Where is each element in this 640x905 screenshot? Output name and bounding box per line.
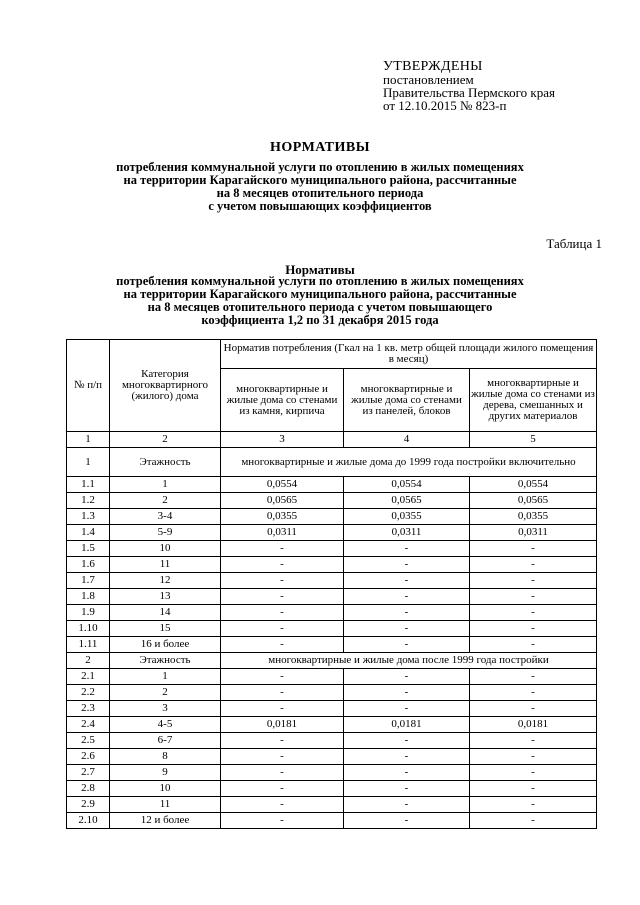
table-row [67, 573, 597, 589]
row-num: 2.5 [67, 733, 110, 749]
table-row [67, 557, 597, 573]
row-value-stone: - [221, 557, 344, 573]
table-row [67, 621, 597, 637]
row-value-wood: - [470, 733, 597, 749]
row-value-stone: 0,0565 [221, 493, 344, 509]
header-num: № п/п [67, 340, 110, 432]
row-value-panel: - [344, 605, 470, 621]
row-num: 2.4 [67, 717, 110, 733]
row-value-panel: - [344, 685, 470, 701]
header-panel: многоквартирные и жилые дома со стенами из панелей, блоков [344, 369, 470, 432]
row-floors: 1 [110, 669, 221, 685]
header-normative: Норматив потребления (Гкал на 1 кв. метр общей площади жилого помещения в месяц) [221, 340, 597, 369]
row-value-panel: - [344, 797, 470, 813]
row-value-stone: - [221, 749, 344, 765]
row-num: 1.9 [67, 605, 110, 621]
table-body [67, 340, 597, 829]
header-wood: многоквартирные и жилые дома со стенами из дерева, смешанных и других материалов [470, 369, 597, 432]
table-row [67, 749, 597, 765]
table-title: Нормативы [285, 262, 355, 277]
row-value-wood: - [470, 621, 597, 637]
table-row [67, 509, 597, 525]
approval-line: постановлением [383, 72, 474, 87]
section-title: многоквартирные и жилые дома до 1999 года постройки включительно [221, 448, 597, 477]
table-row [67, 541, 597, 557]
row-value-wood: 0,0554 [470, 477, 597, 493]
row-floors: 2 [110, 493, 221, 509]
column-number: 3 [221, 432, 344, 448]
row-num: 2.2 [67, 685, 110, 701]
row-value-panel: - [344, 781, 470, 797]
row-value-panel: 0,0355 [344, 509, 470, 525]
row-value-stone: 0,0311 [221, 525, 344, 541]
row-num: 1.3 [67, 509, 110, 525]
row-num: 2.10 [67, 813, 110, 829]
row-num: 1.7 [67, 573, 110, 589]
document-title: НОРМАТИВЫ [270, 140, 370, 155]
row-num: 2.8 [67, 781, 110, 797]
table-row [67, 605, 597, 621]
row-value-panel: - [344, 573, 470, 589]
row-value-wood: - [470, 637, 597, 653]
column-number-row [67, 432, 597, 448]
row-value-wood: 0,0311 [470, 525, 597, 541]
row-value-wood: 0,0355 [470, 509, 597, 525]
table-subtitle-line: на территории Карагайского муниципального района, рассчитанные [123, 287, 517, 301]
table-row [67, 685, 597, 701]
table-subtitle-line: коэффициента 1,2 по 31 декабря 2015 года [201, 313, 439, 327]
row-value-panel: - [344, 749, 470, 765]
row-floors: 3-4 [110, 509, 221, 525]
row-value-stone: 0,0554 [221, 477, 344, 493]
row-value-stone: - [221, 685, 344, 701]
row-floors: 3 [110, 701, 221, 717]
approval-date: от 12.10.2015 № 823-п [383, 98, 507, 113]
subtitle-line: на территории Карагайского муниципального района, рассчитанные [123, 173, 517, 187]
row-value-stone: - [221, 669, 344, 685]
normatives-table [66, 339, 597, 829]
row-floors: 10 [110, 541, 221, 557]
row-floors: 16 и более [110, 637, 221, 653]
row-value-panel: - [344, 669, 470, 685]
row-value-wood: - [470, 573, 597, 589]
row-value-wood: 0,0181 [470, 717, 597, 733]
row-value-wood: - [470, 701, 597, 717]
table-row [67, 781, 597, 797]
row-value-wood: 0,0565 [470, 493, 597, 509]
row-value-stone: 0,0181 [221, 717, 344, 733]
row-floors: 12 [110, 573, 221, 589]
row-value-panel: 0,0181 [344, 717, 470, 733]
row-value-wood: - [470, 557, 597, 573]
row-floors: 1 [110, 477, 221, 493]
row-floors: 11 [110, 557, 221, 573]
row-value-stone: - [221, 813, 344, 829]
table-row [67, 589, 597, 605]
row-num: 2.3 [67, 701, 110, 717]
row-floors: 12 и более [110, 813, 221, 829]
column-number: 5 [470, 432, 597, 448]
row-value-stone: - [221, 621, 344, 637]
row-num: 2.6 [67, 749, 110, 765]
row-value-stone: - [221, 781, 344, 797]
header-category: Категория многоквартирного (жилого) дома [110, 340, 221, 432]
subtitle-line: с учетом повышающих коэффициентов [208, 199, 432, 213]
column-number: 1 [67, 432, 110, 448]
section-title: многоквартирные и жилые дома после 1999 года постройки [221, 653, 597, 669]
row-value-panel: - [344, 733, 470, 749]
row-value-stone: - [221, 797, 344, 813]
row-num: 1.6 [67, 557, 110, 573]
table-row [67, 525, 597, 541]
column-number: 2 [110, 432, 221, 448]
row-value-panel: - [344, 557, 470, 573]
table-row [67, 477, 597, 493]
row-floors: 10 [110, 781, 221, 797]
table-row [67, 813, 597, 829]
row-value-wood: - [470, 605, 597, 621]
row-value-wood: - [470, 541, 597, 557]
row-num: 2.1 [67, 669, 110, 685]
row-value-stone: - [221, 541, 344, 557]
section-row [67, 653, 597, 669]
row-value-wood: - [470, 781, 597, 797]
table-row [67, 669, 597, 685]
row-value-stone: - [221, 589, 344, 605]
row-num: 1.10 [67, 621, 110, 637]
row-floors: 2 [110, 685, 221, 701]
row-value-panel: - [344, 589, 470, 605]
row-value-wood: - [470, 797, 597, 813]
row-floors: 4-5 [110, 717, 221, 733]
table-row [67, 717, 597, 733]
row-num: 1.5 [67, 541, 110, 557]
table-label: Таблица 1 [546, 236, 602, 251]
approval-block [383, 60, 555, 112]
table-subtitle-line: на 8 месяцев отопительного периода с учетом повышающего [147, 300, 493, 314]
table-row [67, 765, 597, 781]
row-value-stone: - [221, 733, 344, 749]
row-value-wood: - [470, 589, 597, 605]
row-value-stone: - [221, 573, 344, 589]
row-value-panel: 0,0311 [344, 525, 470, 541]
row-num: 1.4 [67, 525, 110, 541]
row-value-wood: - [470, 813, 597, 829]
section-num: 2 [67, 653, 110, 669]
column-number: 4 [344, 432, 470, 448]
row-value-panel: - [344, 765, 470, 781]
row-floors: 6-7 [110, 733, 221, 749]
row-value-wood: - [470, 765, 597, 781]
row-value-stone: - [221, 701, 344, 717]
row-num: 1.11 [67, 637, 110, 653]
row-value-panel: - [344, 813, 470, 829]
row-num: 1.1 [67, 477, 110, 493]
row-value-stone: - [221, 637, 344, 653]
subtitle-line: потребления коммунальной услуги по отоплению в жилых помещениях [116, 160, 524, 174]
row-num: 2.9 [67, 797, 110, 813]
row-floors: 11 [110, 797, 221, 813]
row-floors: 5-9 [110, 525, 221, 541]
document-subtitle [0, 161, 640, 213]
row-value-panel: 0,0565 [344, 493, 470, 509]
table-subtitle [0, 275, 640, 327]
table-row [67, 637, 597, 653]
row-value-wood: - [470, 749, 597, 765]
approval-title: УТВЕРЖДЕНЫ [383, 59, 483, 74]
row-num: 2.7 [67, 765, 110, 781]
row-floors: 9 [110, 765, 221, 781]
subtitle-line: на 8 месяцев отопительного периода [216, 186, 424, 200]
row-value-panel: - [344, 541, 470, 557]
row-floors: 8 [110, 749, 221, 765]
approval-line: Правительства Пермского края [383, 85, 555, 100]
section-label: Этажность [110, 448, 221, 477]
row-num: 1.8 [67, 589, 110, 605]
row-value-stone: - [221, 765, 344, 781]
table-row [67, 493, 597, 509]
table-row [67, 701, 597, 717]
table-subtitle-line: потребления коммунальной услуги по отоплению в жилых помещениях [116, 274, 524, 288]
table-row [67, 797, 597, 813]
row-value-panel: - [344, 637, 470, 653]
row-value-panel: - [344, 701, 470, 717]
section-num: 1 [67, 448, 110, 477]
row-value-stone: 0,0355 [221, 509, 344, 525]
header-stone: многоквартирные и жилые дома со стенами из камня, кирпича [221, 369, 344, 432]
row-value-wood: - [470, 685, 597, 701]
row-num: 1.2 [67, 493, 110, 509]
section-row [67, 448, 597, 477]
row-floors: 13 [110, 589, 221, 605]
row-value-panel: - [344, 621, 470, 637]
row-value-wood: - [470, 669, 597, 685]
table-row [67, 733, 597, 749]
section-label: Этажность [110, 653, 221, 669]
header-row [67, 340, 597, 369]
row-value-stone: - [221, 605, 344, 621]
row-value-panel: 0,0554 [344, 477, 470, 493]
row-floors: 15 [110, 621, 221, 637]
row-floors: 14 [110, 605, 221, 621]
